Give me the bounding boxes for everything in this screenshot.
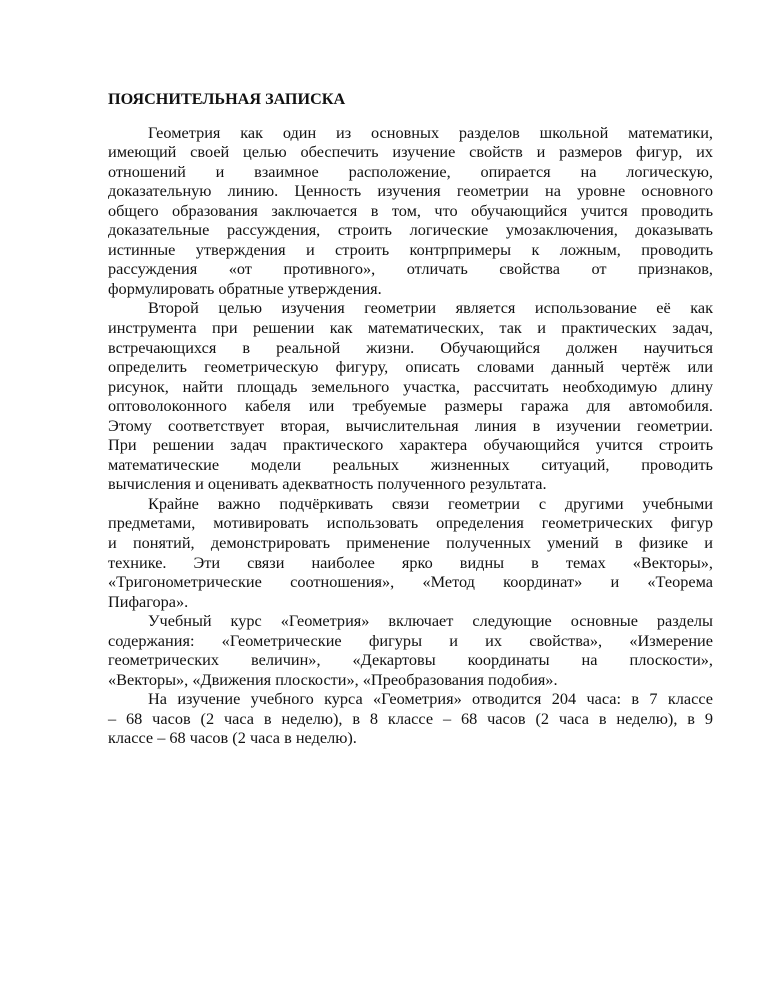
text-line: отношений и взаимное расположение, опирается на логическую, bbox=[108, 161, 713, 181]
text-line: При решении задач практического характера обучающийся учится строить bbox=[108, 435, 713, 455]
text-line: содержания: «Геометрические фигуры и их свойства», «Измерение bbox=[108, 630, 713, 650]
document-body bbox=[108, 123, 713, 749]
text-line: формулировать обратные утверждения. bbox=[108, 278, 382, 298]
text-line: «Векторы», «Движения плоскости», «Преобразования подобия». bbox=[108, 669, 558, 689]
text-line: математические модели реальных жизненных ситуаций, проводить bbox=[108, 454, 713, 474]
text-line: предметами, мотивировать использовать определения геометрических фигур bbox=[108, 513, 713, 533]
text-line: Второй целью изучения геометрии является использование её как bbox=[148, 298, 713, 318]
text-line: «Тригонометрические соотношения», «Метод координат» и «Теорема bbox=[108, 572, 713, 592]
text-line: доказательные рассуждения, строить логические умозаключения, доказывать bbox=[108, 220, 713, 240]
paragraph bbox=[108, 494, 713, 611]
paragraph bbox=[108, 123, 713, 299]
text-line: На изучение учебного курса «Геометрия» отводится 204 часа: в 7 классе bbox=[148, 689, 713, 709]
text-line: определить геометрическую фигуру, описать словами данный чертёж или bbox=[108, 357, 713, 377]
text-line: Пифагора». bbox=[108, 591, 189, 611]
text-line: – 68 часов (2 часа в неделю), в 8 классе – 68 часов (2 часа в неделю), в 9 bbox=[108, 708, 713, 728]
text-line: Крайне важно подчёркивать связи геометрии с другими учебными bbox=[148, 493, 713, 513]
text-line: вычисления и оценивать адекватность полученного результата. bbox=[108, 474, 547, 494]
text-line: истинные утверждения и строить контрпримеры к ложным, проводить bbox=[108, 239, 713, 259]
text-line: доказательную линию. Ценность изучения геометрии на уровне основного bbox=[108, 181, 713, 201]
text-line: оптоволоконного кабеля или требуемые размеры гаража для автомобиля. bbox=[108, 396, 713, 416]
text-line: общего образования заключается в том, что обучающийся учится проводить bbox=[108, 200, 713, 220]
document-title: ПОЯСНИТЕЛЬНАЯ ЗАПИСКА bbox=[108, 90, 346, 108]
text-line: геометрических величин», «Декартовы координаты на плоскости», bbox=[108, 650, 713, 670]
text-line: Учебный курс «Геометрия» включает следующие основные разделы bbox=[148, 611, 713, 631]
text-line: и понятий, демонстрировать применение полученных умений в физике и bbox=[108, 532, 713, 552]
paragraph bbox=[108, 298, 713, 493]
text-line: встречающихся в реальной жизни. Обучающийся должен научиться bbox=[108, 337, 713, 357]
text-line: имеющий своей целью обеспечить изучение свойств и размеров фигур, их bbox=[108, 142, 713, 162]
text-line: рассуждения «от противного», отличать свойства от признаков, bbox=[108, 259, 713, 279]
paragraph bbox=[108, 689, 713, 748]
text-line: технике. Эти связи наиболее ярко видны в темах «Векторы», bbox=[108, 552, 713, 572]
paragraph bbox=[108, 611, 713, 689]
text-line: Этому соответствует вторая, вычислительная линия в изучении геометрии. bbox=[108, 415, 713, 435]
text-line: рисунок, найти площадь земельного участка, рассчитать необходимую длину bbox=[108, 376, 713, 396]
text-line: Геометрия как один из основных разделов школьной математики, bbox=[148, 122, 713, 142]
text-line: классе – 68 часов (2 часа в неделю). bbox=[108, 728, 357, 748]
text-line: инструмента при решении как математических, так и практических задач, bbox=[108, 317, 713, 337]
